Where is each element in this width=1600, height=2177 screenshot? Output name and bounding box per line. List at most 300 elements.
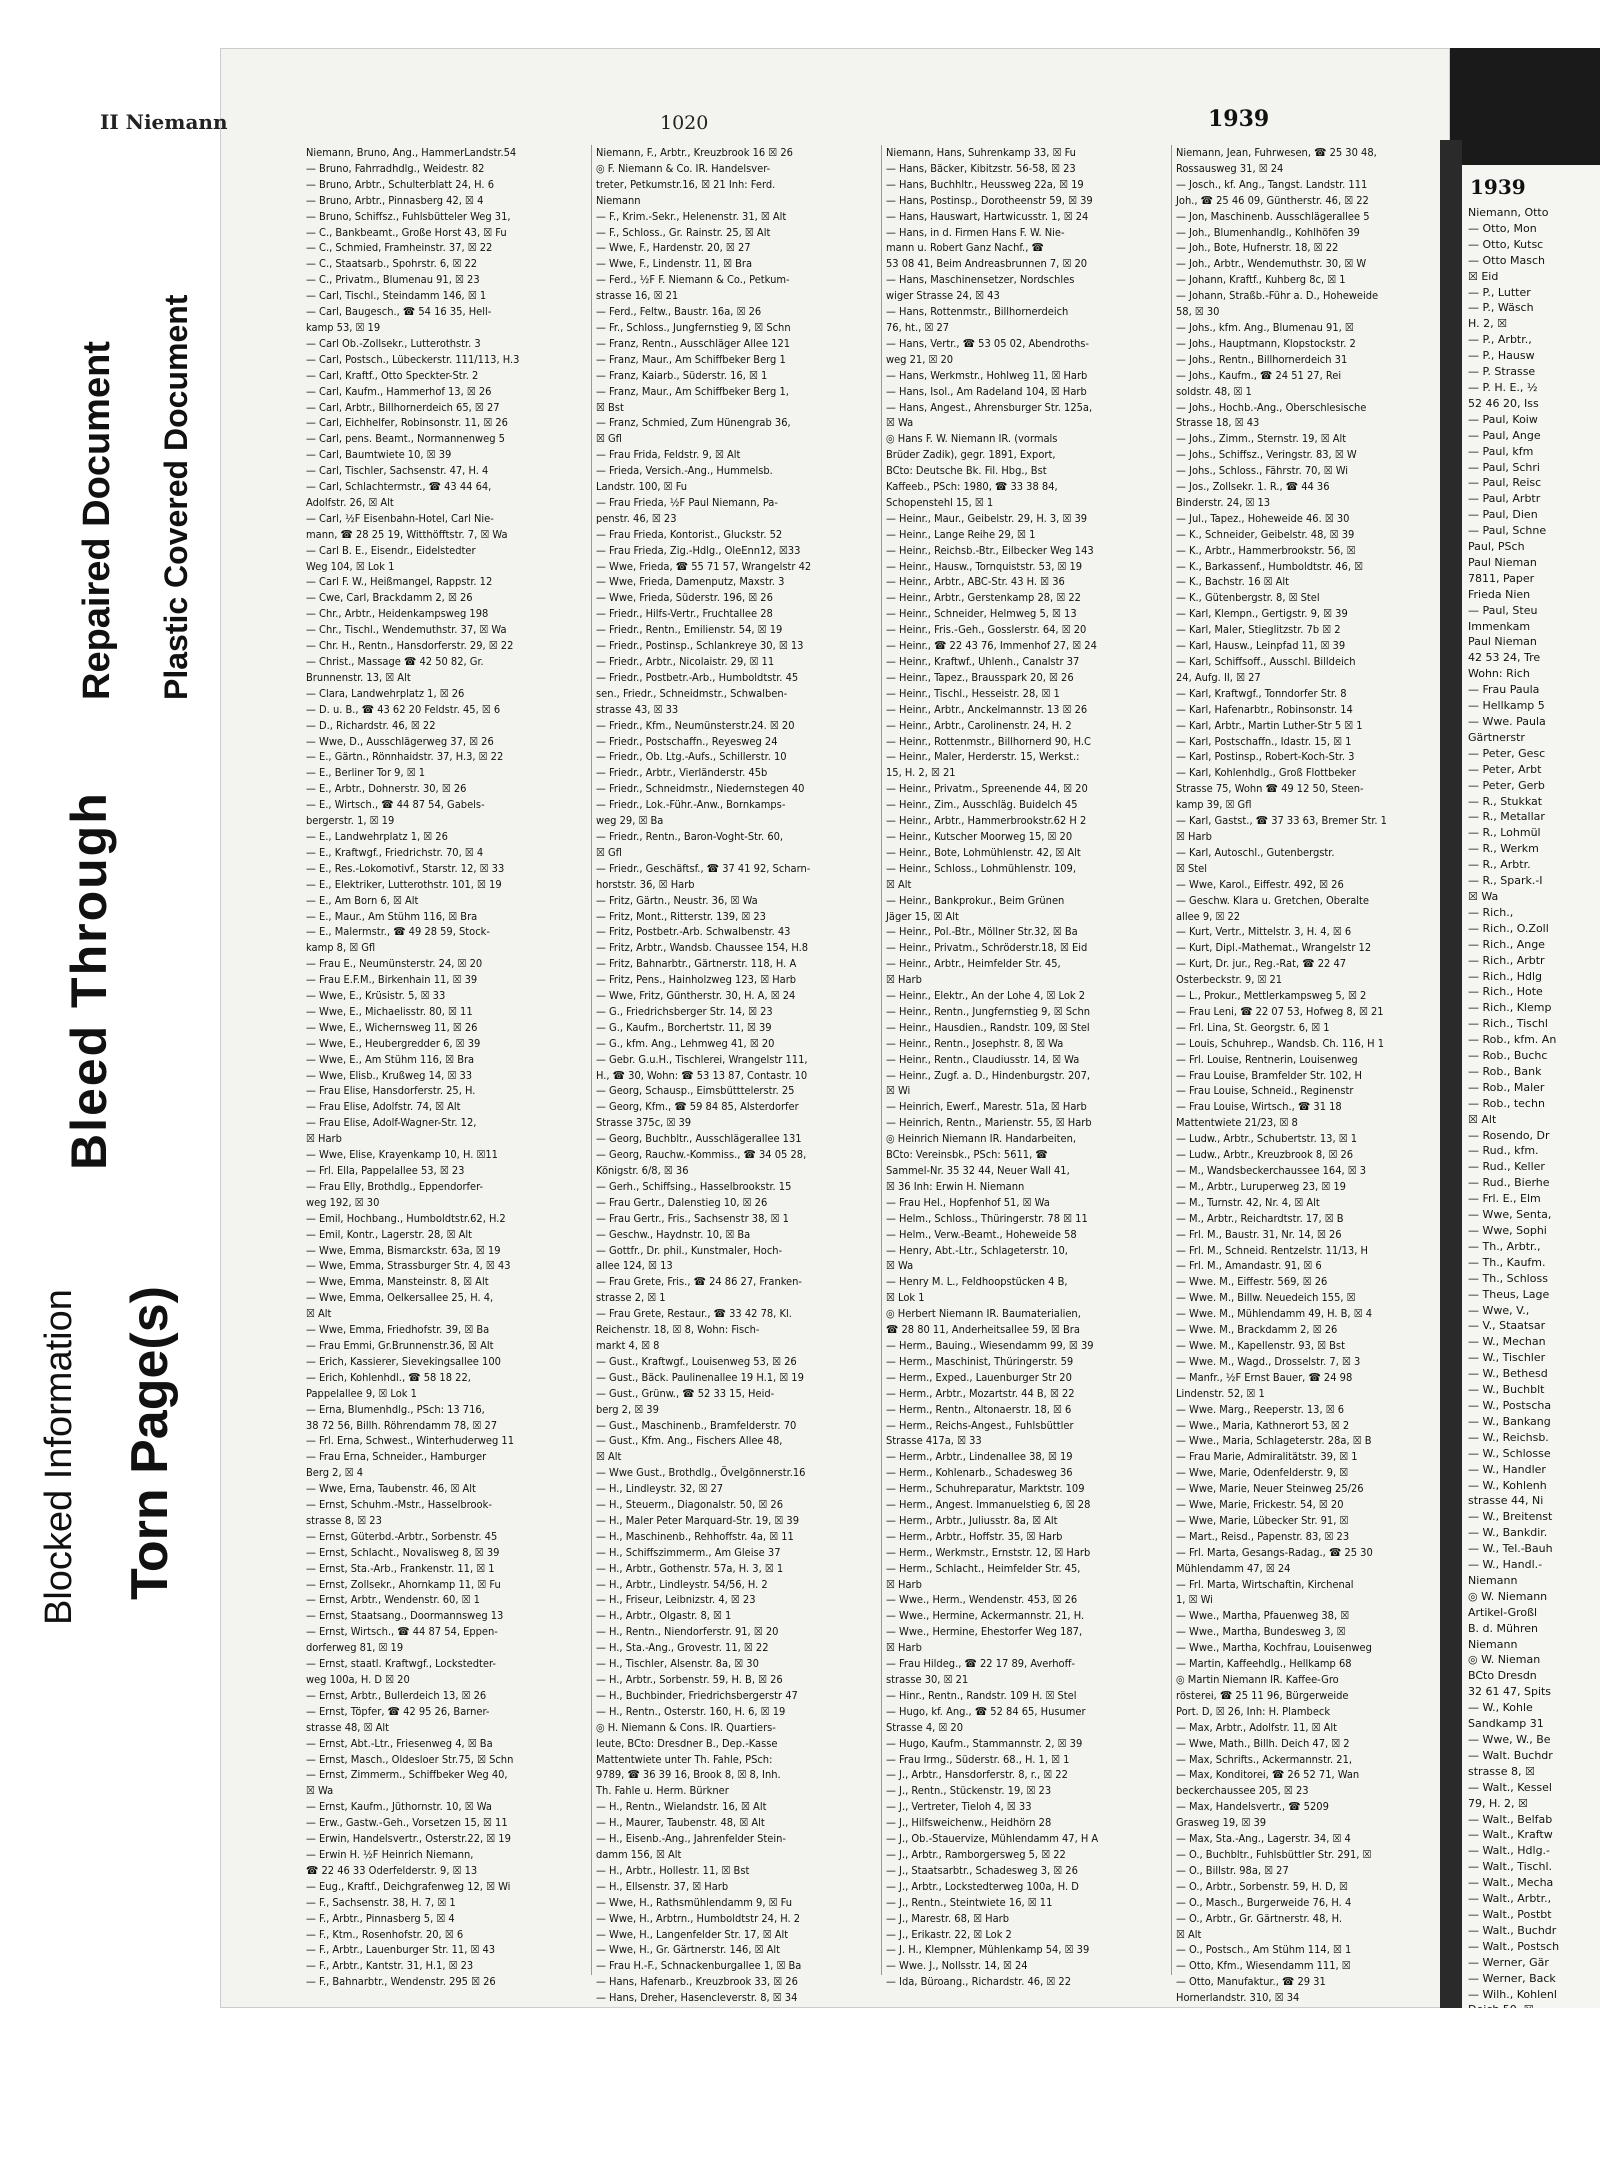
directory-entry: — Frau Marie, Admiralitätstr. 39, ☒ 1 [1176,1450,1358,1464]
directory-entry: — G., kfm. Ang., Lehmweg 41, ☒ 20 [596,1036,775,1050]
directory-entry: — Wwe. J., Nollsstr. 14, ☒ 24 [886,1959,1028,1973]
directory-column-2 [591,145,881,2005]
directory-entry: — Ferd., ½F F. Niemann & Co., Petkum- [596,273,790,287]
directory-entry: — Frau Hildeg., ☎ 22 17 89, Averhoff- [886,1657,1075,1671]
directory-entry: — F., Sachsenstr. 38, H. 7, ☒ 1 [306,1895,456,1909]
adjacent-entry: Artikel-Großl [1468,1605,1538,1619]
adjacent-entry: H. 2, ☒ [1468,317,1507,331]
directory-entry: strasse 48, ☒ Alt [306,1720,389,1734]
adjacent-entry: strasse 44, Ni [1468,1494,1544,1508]
directory-entry: — M., Wandsbeckerchaussee 164, ☒ 3 [1176,1164,1367,1177]
directory-entry: — J., Marestr. 68, ☒ Harb [886,1911,1010,1925]
directory-entry: — Frau Elise, Adolf-Wagner-Str. 12, [306,1116,477,1130]
adjacent-entry: — W., Mechan [1468,1335,1546,1349]
directory-entry: — Ernst, Kaufm., Jüthornstr. 10, ☒ Wa [306,1800,492,1814]
directory-entry: — Frau Gertr., Fris., Sachsenstr 38, ☒ 1 [596,1211,789,1225]
directory-entry: 53 08 41, Beim Andreasbrunnen 7, ☒ 20 [886,257,1088,271]
directory-entry: Strasse 375c, ☒ 39 [596,1116,692,1130]
adjacent-entry: — R., Lohmül [1468,826,1541,840]
directory-entry: — Karl, Hausw., Leinpfad 11, ☒ 39 [1176,639,1346,653]
adjacent-entry: — W., Breitenst [1468,1510,1553,1524]
directory-entry: — Frau E.F.M., Birkenhain 11, ☒ 39 [306,973,478,987]
adjacent-entry: — W., Bethesd [1468,1367,1548,1381]
adjacent-entry: B. d. Mühren [1468,1621,1538,1635]
directory-entry: — Wwe, Marie, Neuer Steinweg 25/26 [1176,1482,1364,1496]
directory-entry: — Hans, Isol., Am Radeland 104, ☒ Harb [886,384,1087,398]
running-head: II Niemann [100,110,228,134]
directory-entry: — Hans, Hauswart, Hartwicusstr. 1, ☒ 24 [886,209,1089,223]
adjacent-entry: — Frau Paula [1468,683,1540,697]
directory-entry: Strasse 417a, ☒ 33 [886,1434,982,1448]
directory-entry: weg 100a, H. D ☒ 20 [306,1673,410,1686]
directory-entry: — Carl, pens. Beamt., Normannenweg 5 [306,432,505,446]
directory-entry: ☒ Gfl [596,432,622,446]
directory-entry: — Martin, Kaffeehdlg., Hellkamp 68 [1176,1657,1352,1671]
directory-entry: Grasweg 19, ☒ 39 [1176,1816,1267,1830]
adjacent-entry: — Paul, Schri [1468,460,1540,474]
directory-entry: Hornerlandstr. 310, ☒ 34 [1176,1991,1300,2005]
adjacent-entry: — Peter, Gerb [1468,778,1545,792]
directory-entry: — Bruno, Schiffsz., Fuhlsbütteler Weg 31, [306,209,511,223]
directory-entry: — Wwe, Emma, Strassburger Str. 4, ☒ 43 [306,1259,511,1273]
directory-entry: ☒ Wa [886,1259,914,1273]
directory-entry: — Fritz, Pens., Hainholzweg 123, ☒ Harb [596,973,797,987]
directory-entry: — Georg, Schausp., Eimsbütttelerstr. 25 [596,1084,795,1098]
directory-entry: kamp 8, ☒ Gfl [306,941,376,955]
directory-entry: — Carl, Postsch., Lübeckerstr. 111/113, H.3 [306,352,520,366]
directory-entry: ◎ F. Niemann & Co. IR. Handelsver- [596,161,771,175]
directory-entry: — Friedr., Postinsp., Schlankreye 30, ☒ 13 [596,639,804,653]
scan-top-margin [0,0,1600,48]
directory-entry: — Franz, Kaiarb., Süderstr. 16, ☒ 1 [596,368,768,382]
directory-entry: — Frau Grete, Restaur., ☎ 33 42 78, Kl. [596,1307,792,1321]
directory-entry: — F., Arbtr., Lauenburger Str. 11, ☒ 43 [306,1943,496,1957]
directory-entry: — Wwe, E., Am Stühm 116, ☒ Bra [306,1052,475,1066]
directory-entry: ☒ Wi [886,1084,911,1098]
directory-entry: — Frau Frieda, Zig.-Hdlg., OleEnn12, ☒33 [596,543,801,557]
adjacent-entry: — W., Reichsb. [1468,1430,1549,1444]
directory-entry: — Herm., Werkmstr., Ernststr. 12, ☒ Harb [886,1545,1091,1559]
directory-entry: Landstr. 100, ☒ Fu [596,480,688,494]
page-year: 1939 [1208,106,1270,132]
directory-entry: — Wwe., Maria, Kathnerort 53, ☒ 2 [1176,1418,1350,1432]
directory-entry: ☒ Wa [886,416,914,430]
directory-entry: — Friedr., Lok.-Führ.-Anw., Bornkamps- [596,798,786,812]
directory-entry: — H., Schiffszimmerm., Am Gleise 37 [596,1545,781,1559]
adjacent-entry: 32 61 47, Spits [1468,1685,1552,1699]
directory-entry: dorferweg 81, ☒ 19 [306,1641,404,1655]
directory-entry: — Wwe. M., Mühlendamm 49, H. B, ☒ 4 [1176,1307,1373,1321]
directory-entry: — J., Ob.-Stauervize, Mühlendamm 47, H A [886,1832,1099,1846]
directory-entry: ☒ Lok 1 [886,1291,925,1305]
adjacent-entry: — Rich., Arbtr [1468,953,1545,967]
directory-entry: ☒ Harb [886,1641,922,1655]
directory-entry: — H., Steuerm., Diagonalstr. 50, ☒ 26 [596,1498,783,1512]
directory-entry: — C., Privatm., Blumenau 91, ☒ 23 [306,273,480,287]
directory-entry: — Heinr., Tischl., Hesseistr. 28, ☒ 1 [886,686,1060,700]
adjacent-entry: — Walt. Buchdr [1468,1748,1553,1762]
directory-entry: ◎ Martin Niemann IR. Kaffee-Gro [1176,1673,1339,1686]
directory-entry: soldstr. 48, ☒ 1 [1176,384,1252,398]
adjacent-entry: Paul Nieman [1468,635,1537,649]
directory-entry: — Franz, Maur., Am Schiffbeker Berg 1, [596,384,789,398]
scan-bottom-margin [0,2008,1600,2177]
adjacent-entry: — Wwe, W., Be [1468,1733,1551,1746]
directory-column-4 [1171,145,1466,2005]
adjacent-entry: — Theus, Lage [1468,1287,1550,1301]
directory-entry: — Heinr., Pol.-Btr., Möllner Str.32, ☒ Ba [886,925,1078,939]
adjacent-entry: — Paul, Arbtr [1468,492,1541,506]
directory-entry: — Wwe, Frieda, Süderstr. 196, ☒ 26 [596,591,773,605]
directory-entry: — H., Arbtr., Olgastr. 8, ☒ 1 [596,1609,732,1623]
adjacent-entry: — Peter, Gesc [1468,746,1546,760]
directory-entry: — Erich, Kassierer, Sievekingsallee 100 [306,1354,501,1368]
directory-entry: markt 4, ☒ 8 [596,1338,660,1352]
adjacent-entry: — Rud., kfm. [1468,1144,1539,1158]
directory-entry: — Ludw., Arbtr., Schubertstr. 13, ☒ 1 [1176,1132,1358,1146]
directory-entry: — Carl, ½F Eisenbahn-Hotel, Carl Nie- [306,511,494,525]
directory-entry: — Wwe, H., Langenfelder Str. 17, ☒ Alt [596,1927,789,1941]
adjacent-entry: — P. H. E., ½ [1468,380,1538,394]
directory-entry: — Friedr., Postschaffn., Reyesweg 24 [596,734,778,748]
directory-entry: — Friedr., Rentn., Emilienstr. 54, ☒ 19 [596,623,783,637]
directory-entry: — Heinr., Zugf. a. D., Hindenburgstr. 207, [886,1068,1091,1082]
directory-entry: — E., Malermstr., ☎ 49 28 59, Stock- [306,925,490,939]
adjacent-entry: 52 46 20, Iss [1468,396,1539,410]
directory-entry: — Karl, Gastst., ☎ 37 33 63, Bremer Str. 1 [1176,814,1387,828]
directory-entry: — Kurt, Dipl.-Mathemat., Wrangelstr 12 [1176,941,1372,955]
directory-entry: — H., Ellsenstr. 37, ☒ Harb [596,1879,729,1893]
directory-entry: — Ernst, Arbtr., Bullerdeich 13, ☒ 26 [306,1688,487,1702]
adjacent-entry: 7811, Paper [1468,571,1535,585]
directory-entry: — Herm., Arbtr., Lindenallee 38, ☒ 19 [886,1450,1073,1464]
directory-entry: — Fritz, Gärtn., Neustr. 36, ☒ Wa [596,893,758,907]
directory-entry: Pappelallee 9, ☒ Lok 1 [306,1386,417,1400]
directory-entry: — Carl, Kraftf., Otto Speckter-Str. 2 [306,368,479,382]
directory-entry: — Frl. Marta, Gesangs-Radag., ☎ 25 30 [1176,1545,1373,1559]
directory-entry: ☒ Alt [1176,1927,1202,1941]
directory-entry: — Bruno, Arbtr., Pinnasberg 42, ☒ 4 [306,193,484,207]
directory-entry: — Karl, Arbtr., Martin Luther-Str 5 ☒ 1 [1176,718,1363,732]
adjacent-entry: — Rob., Bank [1468,1064,1542,1078]
directory-entry: — Chr., Tischl., Wendemuthstr. 37, ☒ Wa [306,623,507,637]
directory-entry: — Heinr., Hausdien., Randstr. 109, ☒ Stel [886,1020,1090,1034]
directory-entry: — Bruno, Arbtr., Schulterblatt 24, H. 6 [306,177,495,191]
adjacent-entry: — R., Stukkat [1468,794,1543,808]
directory-entry: mann u. Robert Ganz Nachf., ☎ [886,241,1044,255]
directory-entry: beckerchaussee 205, ☒ 23 [1176,1784,1309,1798]
directory-entry: — H., Arbtr., Lindleystr. 54/56, H. 2 [596,1577,768,1591]
directory-entry: — Hans, Postinsp., Dorotheenstr 59, ☒ 39 [886,193,1093,207]
directory-entry: — Hans, Dreher, Hasencleverstr. 8, ☒ 34 [596,1991,798,2005]
directory-entry: — Hugo, kf. Ang., ☎ 52 84 65, Husumer [886,1704,1086,1718]
directory-entry: — Clara, Landwehrplatz 1, ☒ 26 [306,686,465,700]
directory-entry: — Frau Hel., Hopfenhof 51, ☒ Wa [886,1195,1050,1209]
directory-entry: — Heinr., Arbtr., ABC-Str. 43 H. ☒ 36 [886,575,1065,589]
directory-entry: — Henry M. L., Feldhoopstücken 4 B, [886,1275,1068,1289]
directory-entry: — K., Gütenbergstr. 8, ☒ Stel [1176,591,1320,605]
directory-entry: — Max, Handelsvertr., ☎ 5209 [1176,1800,1329,1814]
directory-entry: — Jon, Maschinenb. Ausschlägerallee 5 [1176,209,1370,223]
directory-entry: — Frieda, Versich.-Ang., Hummelsb. [596,464,773,478]
directory-entry: — Emil, Hochbang., Humboldtstr.62, H.2 [306,1211,506,1225]
directory-entry: — H., Arbtr., Gothenstr. 57a, H. 3, ☒ 1 [596,1561,784,1575]
directory-entry: allee 9, ☒ 22 [1176,909,1241,923]
adjacent-entry: — Walt., Postsch [1468,1939,1560,1953]
directory-entry: — Herm., Schuhreparatur, Marktstr. 109 [886,1482,1085,1496]
directory-entry: ☒ Bst [596,400,624,414]
directory-entry: — Johs., Rentn., Billhornerdeich 31 [1176,352,1348,366]
directory-entry: — Heinr., Lange Reihe 29, ☒ 1 [886,527,1036,541]
directory-entry: — Fritz, Postbetr.-Arb. Schwalbenstr. 43 [596,925,791,939]
adjacent-entry: Sandkamp 31 [1468,1717,1544,1731]
directory-entry: Reichenstr. 18, ☒ 8, Wohn: Fisch- [596,1323,760,1337]
directory-entry: ☒ 36 Inh: Erwin H. Niemann [886,1179,1025,1193]
adjacent-entry: Gärtnerstr [1468,730,1525,744]
directory-entry: — Wwe, D., Ausschlägerweg 37, ☒ 26 [306,734,494,748]
adjacent-entry: strasse 8, ☒ [1468,1764,1535,1778]
directory-entry: kamp 39, ☒ Gfl [1176,798,1252,812]
adjacent-entry: Niemann [1468,1573,1518,1587]
directory-entry: — Wwe, Math., Billh. Deich 47, ☒ 2 [1176,1736,1350,1750]
directory-entry: — Wwe, Frieda, Damenputz, Maxstr. 3 [596,575,785,589]
directory-entry: — Heinr., Kutscher Moorweg 15, ☒ 20 [886,829,1073,843]
directory-entry: — Erich, Kohlenhdl., ☎ 58 18 22, [306,1370,471,1384]
directory-entry: — Franz, Schmied, Zum Hünengrab 36, [596,416,791,430]
directory-entry: Niemann, Jean, Fuhrwesen, ☎ 25 30 48, [1176,146,1377,159]
directory-entry: — Wwe, Marie, Lübecker Str. 91, ☒ [1176,1513,1349,1527]
directory-entry: — Herm., Bauing., Wiesendamm 99, ☒ 39 [886,1338,1094,1352]
directory-entry: — Karl, Kohlenhdlg., Groß Flottbeker [1176,766,1356,780]
directory-entry: — Heinr., ☎ 22 43 76, Immenhof 27, ☒ 24 [886,639,1097,653]
adjacent-entry: — Rob., kfm. An [1468,1033,1557,1047]
directory-entry: — Karl, Hafenarbtr., Robinsonstr. 14 [1176,702,1353,716]
directory-entry: Adolfstr. 26, ☒ Alt [306,495,394,509]
directory-entry: — Johs., Schiffsz., Veringstr. 83, ☒ W [1176,448,1357,462]
adjacent-entry: — Walt., Tischl. [1468,1860,1553,1874]
directory-entry: strasse 8, ☒ 23 [306,1513,382,1527]
directory-entry: — Wwe Gust., Brothdlg., Övelgönnerstr.16 [596,1466,806,1480]
directory-entry: — Frau Frieda, ½F Paul Niemann, Pa- [596,495,778,509]
directory-entry: — Carl, Tischl., Steindamm 146, ☒ 1 [306,289,487,303]
directory-entry: — Frl. Lina, St. Georgstr. 6, ☒ 1 [1176,1020,1330,1034]
adjacent-entry: — Walt., Buchdr [1468,1923,1557,1937]
directory-entry: — Herm., Maschinist, Thüringerstr. 59 [886,1354,1074,1368]
directory-entry: — Heinr., Privatm., Schröderstr.18, ☒ Eid [886,941,1088,955]
directory-entry: — E., Maur., Am Stühm 116, ☒ Bra [306,909,478,923]
book-spine [1440,140,1462,2010]
directory-entry: — Friedr., Hilfs-Vertr., Fruchtallee 28 [596,607,773,621]
directory-entry: Jäger 15, ☒ Alt [886,909,959,923]
directory-entry: — H., Maler Peter Marquard-Str. 19, ☒ 39 [596,1513,800,1527]
directory-entry: — Helm., Schloss., Thüringerstr. 78 ☒ 11 [886,1211,1088,1225]
directory-entry: Königstr. 6/8, ☒ 36 [596,1164,689,1177]
directory-entry: 15, H. 2, ☒ 21 [886,766,956,780]
directory-entry: — Fr., Schloss., Jungfernstieg 9, ☒ Schn [596,320,791,334]
directory-entry: — Frau Emmi, Gr.Brunnenstr.36, ☒ Alt [306,1338,494,1352]
directory-entry: — Geschw. Klara u. Gretchen, Oberalte [1176,893,1370,907]
directory-entry: — Frau E., Neumünsterstr. 24, ☒ 20 [306,957,483,971]
directory-entry: — Hans, Rottenmstr., Billhornerdeich [886,305,1069,319]
directory-entry: — Heinr., Privatm., Spreenende 44, ☒ 20 [886,782,1088,796]
directory-entry: — Helm., Verw.-Beamt., Hoheweide 58 [886,1227,1077,1241]
adjacent-entry: — Paul, Reisc [1468,476,1542,490]
directory-entry: — Max, Arbtr., Adolfstr. 11, ☒ Alt [1176,1720,1338,1734]
directory-entry: Schopenstehl 15, ☒ 1 [886,495,994,509]
directory-entry: — Frau H.-F., Schnackenburgallee 1, ☒ Ba [596,1959,802,1973]
directory-entry: — Heinr., Maler, Herderstr. 15, Werkst.: [886,750,1080,764]
adjacent-entry: — Paul, Schne [1468,524,1547,538]
adjacent-entry: — Walt., Postbt [1468,1907,1552,1921]
directory-entry: — H., Rentn., Osterstr. 160, H. 6, ☒ 19 [596,1704,786,1718]
directory-entry: — Franz, Maur., Am Schiffbeker Berg 1 [596,352,786,366]
adjacent-entry: — Paul, Ange [1468,428,1541,442]
directory-entry: — Fritz, Bahnarbtr., Gärtnerstr. 118, H. A [596,957,797,971]
directory-entry: — Ida, Büroang., Richardstr. 46, ☒ 22 [886,1975,1071,1989]
adjacent-entry: Paul Nieman [1468,555,1537,569]
directory-entry: 9789, ☎ 36 39 16, Brook 8, ☒ 8, Inh. [596,1768,781,1782]
directory-entry: — Louis, Schuhrep., Wandsb. Ch. 116, H 1 [1176,1036,1384,1050]
directory-entry: — J. H., Klempner, Mühlenkamp 54, ☒ 39 [886,1943,1090,1957]
directory-entry: — Carl, Baumtwiete 10, ☒ 39 [306,448,452,462]
directory-entry: — J., Arbtr., Lockstedterweg 100a, H. D [886,1879,1079,1893]
adjacent-entry: ☒ Eid [1468,269,1499,283]
directory-entry: — Frl. M., Schneid. Rentzelstr. 11/13, H [1176,1243,1368,1257]
directory-entry: — Frau Grete, Fris., ☎ 24 86 27, Franken- [596,1275,802,1289]
adjacent-entry: — W., Schlosse [1468,1446,1551,1460]
directory-entry: — J., Rentn., Steintwiete 16, ☒ 11 [886,1895,1053,1909]
directory-entry: — Karl, Klempn., Gertigstr. 9, ☒ 39 [1176,607,1348,621]
directory-entry: — Ernst, Güterbd.-Arbtr., Sorbenstr. 45 [306,1529,498,1543]
directory-entry: — Hans, Angest., Ahrensburger Str. 125a, [886,400,1093,414]
directory-entry: — Friedr., Geschäftsf., ☎ 37 41 92, Scharn- [596,861,811,875]
directory-entry: — Wwe. Marg., Reeperstr. 13, ☒ 6 [1176,1402,1345,1416]
directory-entry: — Frau Gertr., Dalenstieg 10, ☒ 26 [596,1195,768,1209]
directory-entry: — J., Arbtr., Hansdorferstr. 8, r., ☒ 22 [886,1768,1068,1782]
adjacent-entry: — Rich., Hote [1468,985,1543,999]
directory-entry: — C., Schmied, Framheinstr. 37, ☒ 22 [306,241,493,255]
directory-entry: — Max, Konditorei, ☎ 26 52 71, Wan [1176,1768,1360,1782]
directory-entry: — Carl, Eichhelfer, Robinsonstr. 11, ☒ 26 [306,416,508,430]
adjacent-entry: — Paul, Steu [1468,603,1538,617]
directory-entry: — Frau Erna, Schneider., Hamburger [306,1450,487,1464]
directory-entry: strasse 16, ☒ 21 [596,289,679,303]
directory-entry: ☒ Harb [306,1132,342,1146]
directory-entry: — Friedr., Arbtr., Vierländerstr. 45b [596,766,768,780]
directory-column-3 [881,145,1171,1989]
directory-entry: — F., Bahnarbtr., Wendenstr. 295 ☒ 26 [306,1975,496,1989]
adjacent-entry: — Rob., Maler [1468,1080,1545,1094]
label-bleed-through: Bleed Through [61,791,117,1170]
directory-entry: — Karl, Maler, Stieglitzstr. 7b ☒ 2 [1176,623,1341,637]
directory-entry: — Frau Louise, Wirtsch., ☎ 31 18 [1176,1100,1342,1114]
directory-entry: — Joh., Blumenhandlg., Kohlhöfen 39 [1176,225,1360,239]
adjacent-entry: BCto Dresdn [1468,1669,1537,1683]
directory-entry: — Cwe, Carl, Brackdamm 2, ☒ 26 [306,591,473,605]
directory-entry: — Jul., Tapez., Hoheweide 46. ☒ 30 [1176,511,1350,525]
directory-entry: — Carl F. W., Heißmangel, Rappstr. 12 [306,575,493,589]
directory-entry: kamp 53, ☒ 19 [306,320,381,334]
directory-entry: — Johann, Straßb.-Führ a. D., Hoheweide [1176,289,1379,303]
directory-entry: — D. u. B., ☎ 43 62 20 Feldstr. 45, ☒ 6 [306,702,501,716]
directory-entry: — Heinr., Reichsb.-Btr., Eilbecker Weg 143 [886,543,1094,557]
label-blocked-information: Blocked Information [38,1289,80,1625]
adjacent-entry: — R., Spark.-I [1468,874,1543,888]
adjacent-entry: — Rich., Ange [1468,937,1545,951]
directory-entry: Sammel-Nr. 35 32 44, Neuer Wall 41, [886,1164,1070,1177]
directory-entry: horststr. 36, ☒ Harb [596,877,695,891]
directory-entry: 38 72 56, Billh. Röhrendamm 78, ☒ 27 [306,1418,498,1432]
adjacent-entry: — Rich., Klemp [1468,1001,1552,1015]
directory-entry: Berg 2, ☒ 4 [306,1466,364,1480]
directory-entry: Strasse 18, ☒ 43 [1176,416,1260,430]
directory-entry: — Kurt, Vertr., Mittelstr. 3, H. 4, ☒ 6 [1176,925,1352,939]
directory-entry: — Heinr., Arbtr., Gerstenkamp 28, ☒ 22 [886,591,1081,605]
adjacent-entry: — Walt., Hdlg.- [1468,1844,1551,1858]
directory-entry: strasse 30, ☒ 21 [886,1673,969,1686]
directory-entry: — Heinr., Arbtr., Carolinenstr. 24, H. 2 [886,718,1072,732]
adjacent-entry: — W., Bankang [1468,1414,1551,1428]
directory-entry: ◎ H. Niemann & Cons. IR. Quartiers- [596,1720,776,1734]
directory-entry: ☒ Alt [596,1450,622,1464]
directory-entry: — Hugo, Kaufm., Stammannstr. 2, ☒ 39 [886,1736,1083,1750]
directory-entry: — Frau Irmg., Süderstr. 68., H. 1, ☒ 1 [886,1752,1070,1766]
adjacent-entry: — P., Arbtr., [1468,333,1532,347]
directory-entry: 24, Aufg. II, ☒ 27 [1176,670,1261,684]
directory-entry: — Ernst, Sta.-Arb., Frankenstr. 11, ☒ 1 [306,1561,495,1575]
directory-entry: — Gust., Kfm. Ang., Fischers Allee 48, [596,1434,783,1448]
directory-entry: — E., Landwehrplatz 1, ☒ 26 [306,829,448,843]
directory-entry: Osterbeckstr. 9, ☒ 21 [1176,973,1283,987]
adjacent-entry: — R., Arbtr. [1468,858,1531,872]
directory-entry: — Hans, Bäcker, Kibitzstr. 56-58, ☒ 23 [886,161,1076,175]
directory-entry: — H., Rentn., Wielandstr. 16, ☒ Alt [596,1800,767,1814]
directory-entry: — Gust., Bäck. Paulinenallee 19 H.1, ☒ 19 [596,1370,804,1384]
directory-entry: — Frl. Erna, Schwest., Winterhuderweg 11 [306,1434,515,1448]
directory-entry: — F., Schloss., Gr. Rainstr. 25, ☒ Alt [596,225,771,239]
directory-entry: Port. D, ☒ 26, Inh: H. Plambeck [1176,1704,1331,1718]
directory-entry: — M., Arbtr., Reichardtstr. 17, ☒ B [1176,1211,1344,1225]
directory-entry: BCto: Deutsche Bk. Fil. Hbg., Bst [886,464,1047,478]
directory-entry: — Johs., Hauptmann, Klopstockstr. 2 [1176,336,1356,350]
directory-entry: penstr. 46, ☒ 23 [596,511,677,525]
directory-entry: — Emil, Kontr., Lagerstr. 28, ☒ Alt [306,1227,473,1241]
directory-entry: — J., Arbtr., Ramborgersweg 5, ☒ 22 [886,1847,1066,1861]
directory-entry: — Wwe, E., Krüsistr. 5, ☒ 33 [306,989,446,1003]
directory-entry: — Gust., Maschinenb., Bramfelderstr. 70 [596,1418,797,1432]
directory-entry: — Frl. Ella, Pappelallee 53, ☒ 23 [306,1164,465,1177]
directory-entry: — Herm., Arbtr., Hoffstr. 35, ☒ Harb [886,1529,1063,1543]
adjacent-entry: — Rob., techn [1468,1096,1545,1110]
directory-entry: — Frau Leni, ☎ 22 07 53, Hofweg 8, ☒ 21 [1176,1004,1384,1018]
directory-entry: — Wwe. M., Kapellenstr. 93, ☒ Bst [1176,1338,1345,1352]
directory-entry: — Hans, Vertr., ☎ 53 05 02, Abendroths- [886,336,1089,350]
directory-entry: — Heinrich, Ewerf., Marestr. 51a, ☒ Harb [886,1100,1087,1114]
directory-entry: — H., Buchbinder, Friedrichsbergerstr 47 [596,1688,798,1702]
directory-entry: Th. Fahle u. Herm. Bürkner [596,1784,729,1798]
directory-entry: — Bruno, Fahrradhdlg., Weidestr. 82 [306,161,485,175]
directory-entry: — E., Elektriker, Lutterothstr. 101, ☒ 19 [306,877,502,891]
directory-entry: — F., Arbtr., Kantstr. 31, H.1, ☒ 23 [306,1959,474,1973]
directory-entry: — Frau Elly, Brothdlg., Eppendorfer- [306,1179,484,1193]
directory-entry: — Johs., Kaufm., ☎ 24 51 27, Rei [1176,368,1342,382]
directory-entry: Lindenstr. 52, ☒ 1 [1176,1386,1265,1400]
directory-entry: — Wwe. M., Brackdamm 2, ☒ 26 [1176,1323,1338,1337]
directory-entry: — Chr., Arbtr., Heidenkampsweg 198 [306,607,489,621]
directory-entry: — Wwe, Emma, Bismarckstr. 63a, ☒ 19 [306,1243,501,1257]
directory-entry: — Karl, Schiffsoff., Ausschl. Billdeich [1176,655,1356,668]
directory-entry: — Herm., Schlacht., Heimfelder Str. 45, [886,1561,1081,1575]
